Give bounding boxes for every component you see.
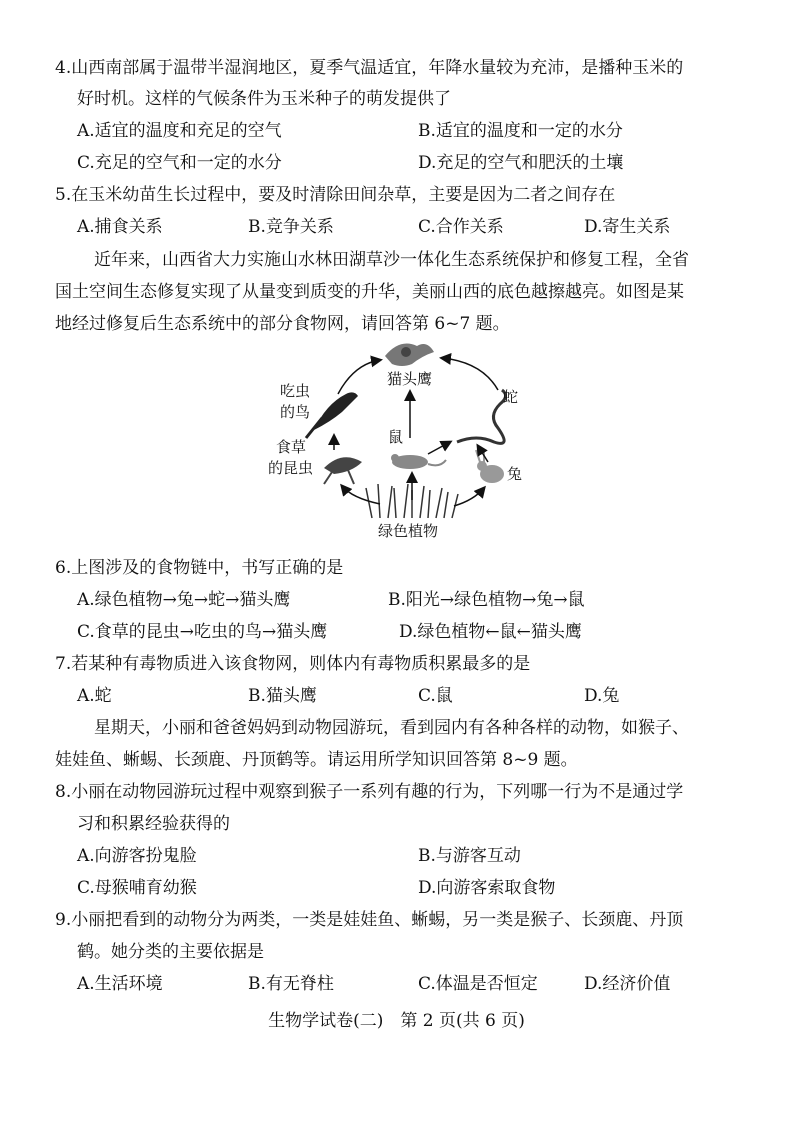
q9-option-d: D.经济价值 xyxy=(584,974,671,994)
passage2-line1: 星期天，小丽和爸爸妈妈到动物园游玩，看到园内有各种各样的动物，如猴子、 xyxy=(94,718,689,738)
q4-option-c: C.充足的空气和一定的水分 xyxy=(77,153,282,173)
q7-stem: 7.若某种有毒物质进入该食物网，则体内有毒物质积累最多的是 xyxy=(55,654,531,674)
q8-option-d: D.向游客索取食物 xyxy=(418,878,556,898)
q9-option-b: B.有无脊柱 xyxy=(248,974,334,994)
q5-option-b: B.竞争关系 xyxy=(248,217,334,237)
mouse-label: 鼠 xyxy=(388,428,404,446)
q7-option-b: B.猫头鹰 xyxy=(248,686,317,706)
q8-option-b: B.与游客互动 xyxy=(418,846,521,866)
q5-stem: 5.在玉米幼苗生长过程中，要及时清除田间杂草，主要是因为二者之间存在 xyxy=(55,185,616,205)
q5-option-d: D.寄生关系 xyxy=(584,217,671,237)
q4-option-d: D.充足的空气和肥沃的土壤 xyxy=(418,153,624,173)
q6-option-b: B.阳光→绿色植物→兔→鼠 xyxy=(388,590,585,610)
passage1-line2: 国土空间生态修复实现了从量变到质变的升华，美丽山西的底色越擦越亮。如图是某 xyxy=(55,282,684,302)
q8-option-a: A.向游客扮鬼脸 xyxy=(77,846,197,866)
q8-option-c: C.母猴哺育幼猴 xyxy=(77,878,197,898)
passage2-line2: 娃娃鱼、蜥蜴、长颈鹿、丹顶鹤等。请运用所学知识回答第 8~9 题。 xyxy=(55,750,578,770)
q5-option-c: C.合作关系 xyxy=(418,217,504,237)
q8-stem-line2: 习和积累经验获得的 xyxy=(77,814,230,834)
page-footer: 生物学试卷(二) 第 2 页(共 6 页) xyxy=(268,1011,525,1031)
q5-option-a: A.捕食关系 xyxy=(77,217,163,237)
q6-stem: 6.上图涉及的食物链中，书写正确的是 xyxy=(55,558,344,578)
q4-stem-line1: 4.山西南部属于温带半湿润地区，夏季气温适宜，年降水量较为充沛，是播种玉米的 xyxy=(55,58,684,78)
owl-label: 猫头鹰 xyxy=(387,370,433,388)
q4-option-b: B.适宜的温度和一定的水分 xyxy=(418,121,623,141)
food-web-figure xyxy=(262,338,532,543)
bird-label-line2: 的鸟 xyxy=(280,403,311,421)
insect-label-line2: 的昆虫 xyxy=(268,459,314,477)
q7-option-a: A.蛇 xyxy=(77,686,112,706)
q9-stem-line2: 鹤。她分类的主要依据是 xyxy=(77,942,264,962)
q4-option-a: A.适宜的温度和充足的空气 xyxy=(77,121,282,141)
passage1-line3: 地经过修复后生态系统中的部分食物网，请回答第 6~7 题。 xyxy=(55,314,510,334)
q9-option-a: A.生活环境 xyxy=(77,974,163,994)
insect-label-line1: 食草 xyxy=(276,438,307,456)
snake-label: 蛇 xyxy=(503,388,519,406)
q6-option-d: D.绿色植物←鼠←猫头鹰 xyxy=(399,622,582,642)
rabbit-label: 兔 xyxy=(507,465,523,483)
q9-option-c: C.体温是否恒定 xyxy=(418,974,538,994)
plant-label: 绿色植物 xyxy=(378,522,439,540)
bird-label-line1: 吃虫 xyxy=(280,382,311,400)
q6-option-a: A.绿色植物→兔→蛇→猫头鹰 xyxy=(77,590,291,610)
q8-stem-line1: 8.小丽在动物园游玩过程中观察到猴子一系列有趣的行为，下列哪一行为不是通过学 xyxy=(55,782,684,802)
q6-option-c: C.食草的昆虫→吃虫的鸟→猫头鹰 xyxy=(77,622,328,642)
passage1-line1: 近年来，山西省大力实施山水林田湖草沙一体化生态系统保护和修复工程，全省 xyxy=(94,250,689,270)
q7-option-d: D.兔 xyxy=(584,686,620,706)
q9-stem-line1: 9.小丽把看到的动物分为两类，一类是娃娃鱼、蜥蜴，另一类是猴子、长颈鹿、丹顶 xyxy=(55,910,684,930)
q4-stem-line2: 好时机。这样的气候条件为玉米种子的萌发提供了 xyxy=(77,89,451,109)
q7-option-c: C.鼠 xyxy=(418,686,453,706)
